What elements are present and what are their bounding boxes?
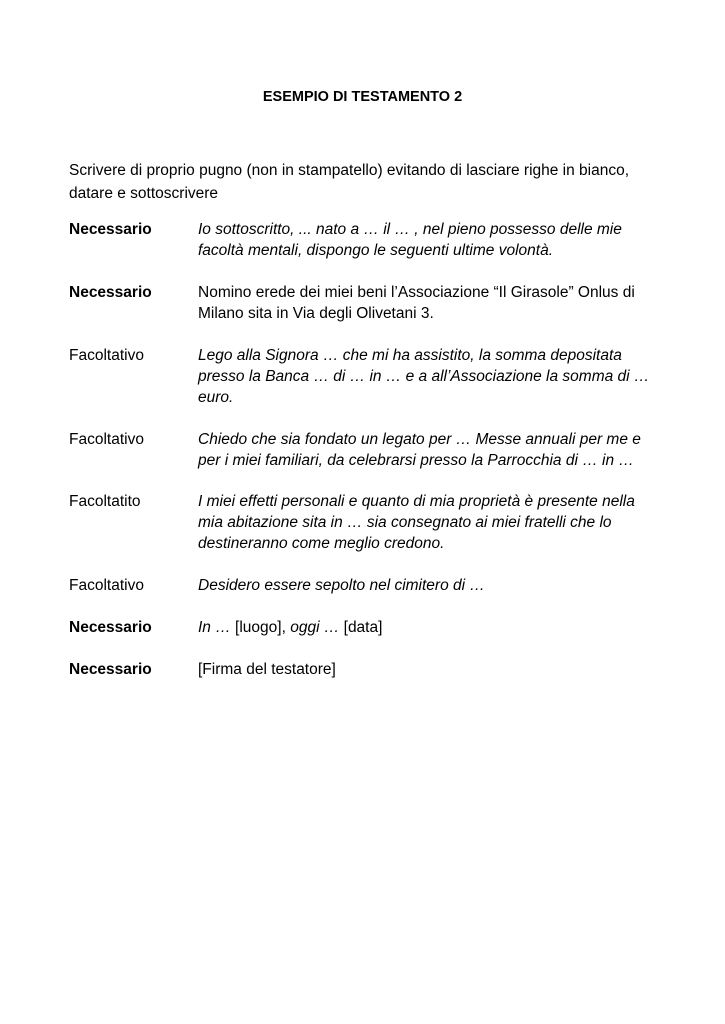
clause-row: [69, 575, 659, 596]
instructions-paragraph: Scrivere di proprio pugno (non in stampatello) evitando di lasciare righe in bianco, datare e sottoscrivere: [69, 162, 630, 202]
clause-text: Lego alla Signora … che mi ha assistito, la somma depositata presso la Banca … di … in … e a all’Associazione la somma di … euro.: [198, 347, 650, 406]
clause-text: Nomino erede dei miei beni l’Associazione “Il Girasole” Onlus di Milano sita in Via degli Olivetani 3.: [198, 284, 635, 322]
clause-row: [69, 617, 659, 638]
date-placeholder: [data]: [339, 619, 383, 636]
clause-label: Facoltativo: [69, 347, 144, 364]
clause-label: Facoltativo: [69, 577, 144, 594]
clause-row: [69, 659, 659, 680]
clause-text: Io sottoscritto, ... nato a … il … , nel pieno possesso delle mie facoltà mentali, dispongo le seguenti ultime volontà.: [198, 221, 622, 259]
place-prefix: In …: [198, 619, 231, 636]
clause-row: [69, 429, 659, 471]
clause-text: Desidero essere sepolto nel cimitero di …: [198, 577, 485, 594]
document-title: ESEMPIO DI TESTAMENTO 2: [262, 89, 463, 105]
clause-label: Necessario: [69, 619, 152, 636]
clause-text: Chiedo che sia fondato un legato per … Messe annuali per me e per i miei familiari, da celebrarsi presso la Parrocchia di … in …: [198, 431, 641, 469]
signature-placeholder: [Firma del testatore]: [198, 661, 336, 678]
clause-text: I miei effetti personali e quanto di mia proprietà è presente nella mia abitazione sita in … sia consegnato ai miei fratelli che lo destineranno come meglio credono.: [198, 493, 635, 552]
date-prefix: oggi …: [290, 619, 340, 636]
clause-text: [198, 617, 653, 638]
place-placeholder: [luogo],: [230, 619, 291, 636]
clause-row: [69, 345, 659, 408]
clause-label: Facoltativo: [69, 431, 144, 448]
clauses-list: [69, 219, 659, 680]
clause-label: Necessario: [69, 284, 152, 301]
clause-label: Necessario: [69, 661, 152, 678]
clause-label: Facoltatito: [69, 493, 141, 510]
clause-row: [69, 282, 659, 324]
clause-row: [69, 219, 659, 261]
clause-label: Necessario: [69, 221, 152, 238]
clause-row: [69, 491, 659, 554]
